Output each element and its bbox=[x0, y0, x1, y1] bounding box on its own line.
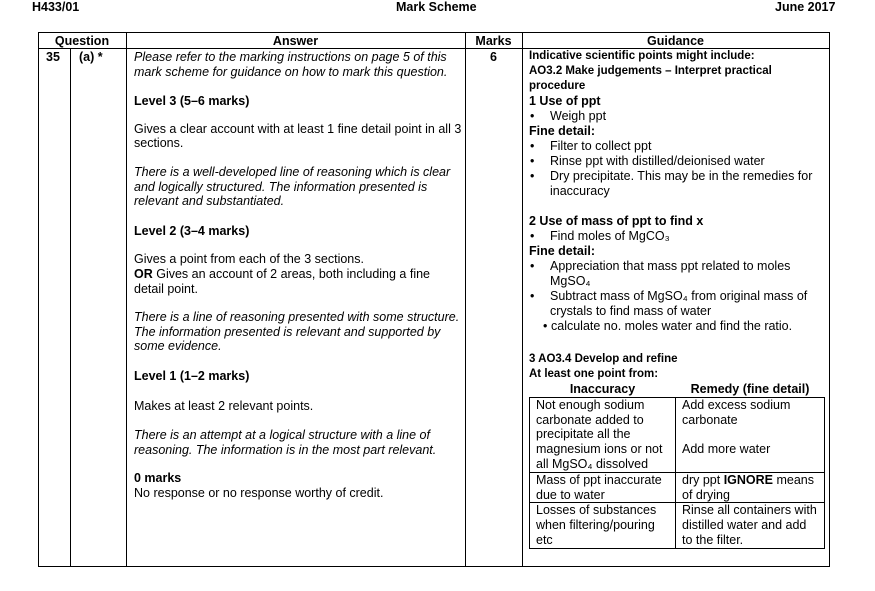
section-1-title: 1 Use of ppt bbox=[529, 94, 601, 108]
level-3-reasoning: There is a well-developed line of reasoning which is clear and logically structured. The information presented is relevant and substantiated. bbox=[134, 164, 451, 209]
or-label: OR bbox=[134, 266, 153, 281]
level-1-title: Level 1 (1–2 marks) bbox=[134, 368, 250, 383]
col-header-guidance: Guidance bbox=[647, 34, 704, 48]
ignore-label: IGNORE bbox=[723, 472, 773, 487]
remedy-cell: Rinse all containers with distilled water and add to the filter. bbox=[676, 503, 825, 548]
remedy-header: Remedy (fine detail) bbox=[690, 382, 810, 396]
inaccuracy-cell: Mass of ppt inaccurate due to water bbox=[530, 472, 676, 503]
guidance-column bbox=[529, 49, 825, 549]
remedy-cell bbox=[676, 397, 825, 472]
section-1-fine-3: • Dry precipitate. This may be in the remedies for inaccuracy bbox=[529, 169, 825, 199]
marks-value: 6 bbox=[490, 50, 497, 64]
answer-intro: Please refer to the marking instructions on page 5 of this mark scheme for guidance on how to mark this question. bbox=[134, 50, 448, 79]
remedy-excess-carbonate: Add excess sodium carbonate bbox=[682, 397, 791, 427]
section-2-title: 2 Use of mass of ppt to find x bbox=[529, 214, 704, 228]
remedy-table bbox=[529, 382, 825, 549]
question-number: 35 bbox=[46, 50, 60, 64]
level-2-alternative: Gives an account of 2 areas, both including a fine detail point. bbox=[134, 266, 431, 296]
level-0-title: 0 marks bbox=[134, 471, 182, 486]
inaccuracy-header: Inaccuracy bbox=[569, 382, 636, 396]
level-2-text-2 bbox=[134, 267, 462, 296]
remedy-more-water: Add more water bbox=[682, 442, 771, 457]
section-2-point: • Find moles of MgCO₃ bbox=[529, 229, 825, 244]
section-1-point: • Weigh ppt bbox=[529, 109, 825, 124]
section-2-fine-1: • Appreciation that mass ppt related to moles MgSO₄ bbox=[529, 259, 825, 289]
section-2-fine-2: • Subtract mass of MgSO₄ from original mass of crystals to find mass of water bbox=[529, 289, 825, 319]
col-header-answer: Answer bbox=[272, 34, 319, 48]
table-row bbox=[530, 397, 825, 472]
level-3-text: Gives a clear account with at least 1 fine detail point in all 3 sections. bbox=[134, 121, 462, 151]
answer-column bbox=[134, 50, 462, 500]
inaccuracy-cell: Losses of substances when filtering/pouring etc bbox=[530, 503, 676, 548]
level-2-title: Level 2 (3–4 marks) bbox=[134, 223, 250, 238]
section-1-fine-2: • Rinse ppt with distilled/deionised water bbox=[529, 154, 825, 169]
table-row bbox=[530, 503, 825, 548]
inaccuracy-cell: Not enough sodium carbonate added to precipitate all the magnesium ions or not all MgSO₄ dissolved bbox=[530, 397, 676, 472]
document-title: Mark Scheme bbox=[396, 0, 477, 14]
fine-detail-label: Fine detail: bbox=[529, 124, 595, 138]
section-3-title: 3 AO3.4 Develop and refine bbox=[529, 353, 678, 365]
table-row bbox=[530, 472, 825, 503]
document-date: June 2017 bbox=[775, 0, 836, 14]
level-0-text: No response or no response worthy of credit. bbox=[134, 485, 384, 500]
level-2-reasoning: There is a line of reasoning presented with some structure. The information presented is relevant and supported by some evidence. bbox=[134, 310, 460, 354]
remedy-dry-ppt: dry ppt bbox=[682, 472, 724, 487]
col-header-marks: Marks bbox=[475, 34, 512, 48]
section-3-subtitle: At least one point from: bbox=[529, 368, 659, 380]
question-part: (a) * bbox=[79, 50, 103, 64]
remedy-drying-means: means of drying bbox=[682, 472, 814, 502]
section-1-fine-1: • Filter to collect ppt bbox=[529, 139, 825, 154]
level-2-text-1: Gives a point from each of the 3 sections. bbox=[134, 252, 364, 267]
ao32-heading: AO3.2 Make judgements – Interpret practical procedure bbox=[529, 65, 772, 92]
level-1-text: Makes at least 2 relevant points. bbox=[134, 398, 314, 413]
remedy-cell bbox=[676, 472, 825, 503]
section-2-fine-3: • calculate no. moles water and find the ratio. bbox=[529, 319, 825, 334]
indicative-heading: Indicative scientific points might include: bbox=[529, 50, 755, 62]
exam-code: H433/01 bbox=[32, 0, 80, 14]
level-3-title: Level 3 (5–6 marks) bbox=[134, 94, 250, 109]
level-1-reasoning: There is an attempt at a logical structure with a line of reasoning. The information is in the most part relevant. bbox=[134, 428, 437, 457]
fine-detail-label-2: Fine detail: bbox=[529, 244, 595, 258]
col-header-question: Question bbox=[54, 34, 110, 48]
